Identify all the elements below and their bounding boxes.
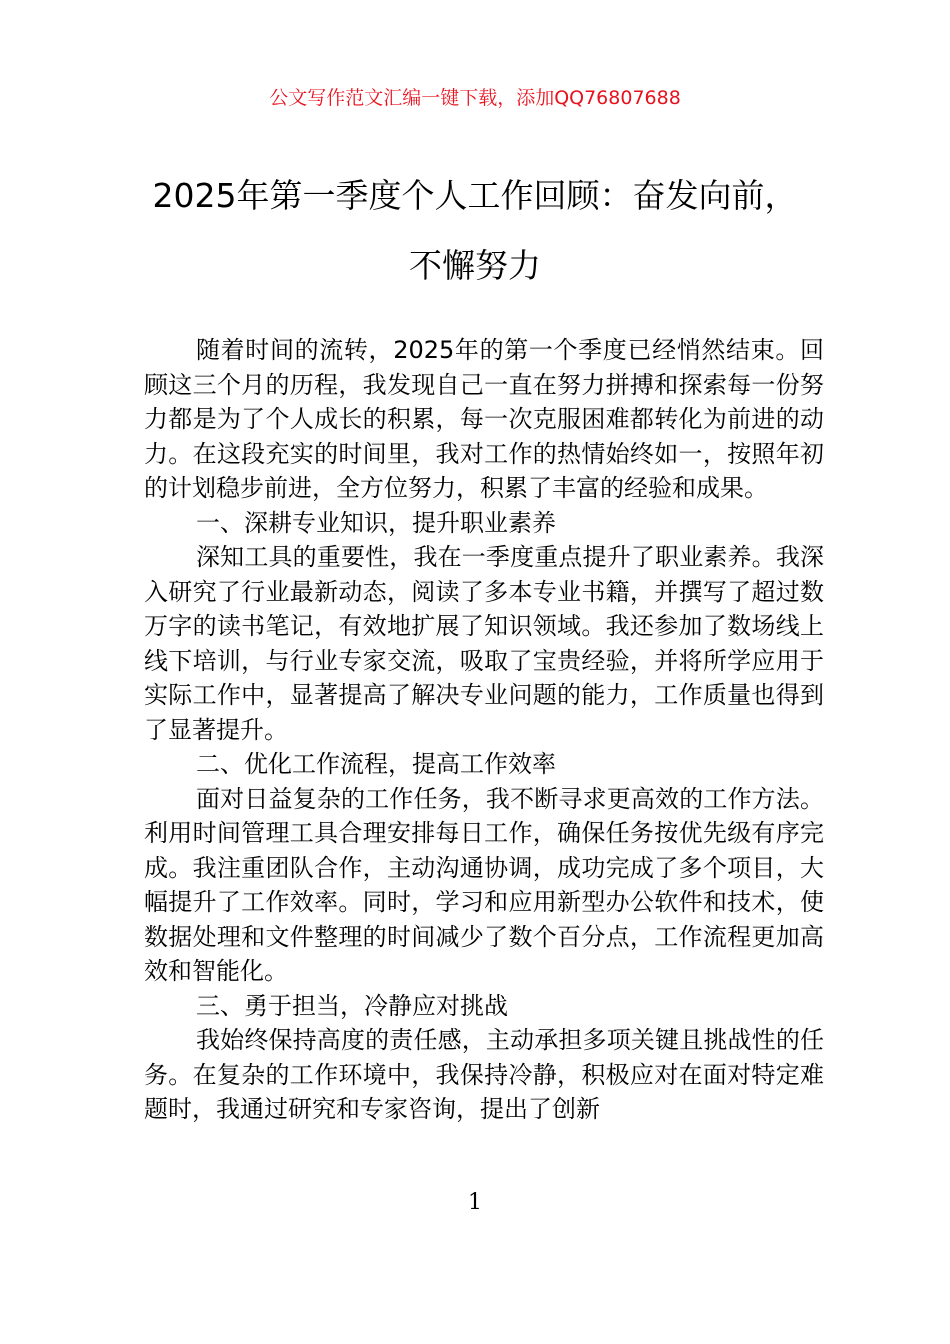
document-body: [144, 333, 824, 1127]
section-heading-1: 一、深耕专业知识，提升职业素养: [196, 508, 556, 537]
header-notice: 公文写作范文汇编一键下载，添加QQ76807688: [269, 87, 681, 109]
document-title-line-1: 2025年第一季度个人工作回顾：奋发向前，: [152, 176, 798, 215]
section-3-paragraph: 我始终保持高度的责任感，主动承担多项关键且挑战性的任务。在复杂的工作环境中，我保持冷静，积极应对在面对特定难题时，我通过研究和专家咨询，提出了创新: [144, 1026, 824, 1123]
page-number: 1: [468, 1190, 482, 1215]
section-2-paragraph: 面对日益复杂的工作任务，我不断寻求更高效的工作方法。利用时间管理工具合理安排每日工作，确保任务按优先级有序完成。我注重团队合作，主动沟通协调，成功完成了多个项目，大幅提升了工作效率。同时，学习和应用新型办公软件和技术，使数据处理和文件整理的时间减少了数个百分点，工作流程更加高效和智能化。: [144, 784, 824, 985]
section-1-paragraph: 深知工具的重要性，我在一季度重点提升了职业素养。我深入研究了行业最新动态，阅读了多本专业书籍，并撰写了超过数万字的读书笔记，有效地扩展了知识领域。我还参加了数场线上线下培训，与行业专家交流，吸取了宝贵经验，并将所学应用于实际工作中，显著提高了解决专业问题的能力，工作质量也得到了显著提升。: [144, 543, 824, 744]
section-heading-3: 三、勇于担当，冷静应对挑战: [196, 991, 508, 1020]
document-title-line-2: 不懈努力: [409, 246, 541, 285]
section-heading-2: 二、优化工作流程，提高工作效率: [196, 750, 556, 778]
intro-paragraph: 随着时间的流转，2025年的第一个季度已经悄然结束。回顾这三个月的历程，我发现自己一直在努力拼搏和探索每一份努力都是为了个人成长的积累，每一次克服困难都转化为前进的动力。在这段充实的时间里，我对工作的热情始终如一，按照年初的计划稳步前进，全方位努力，积累了丰富的经验和成果。: [144, 336, 824, 502]
